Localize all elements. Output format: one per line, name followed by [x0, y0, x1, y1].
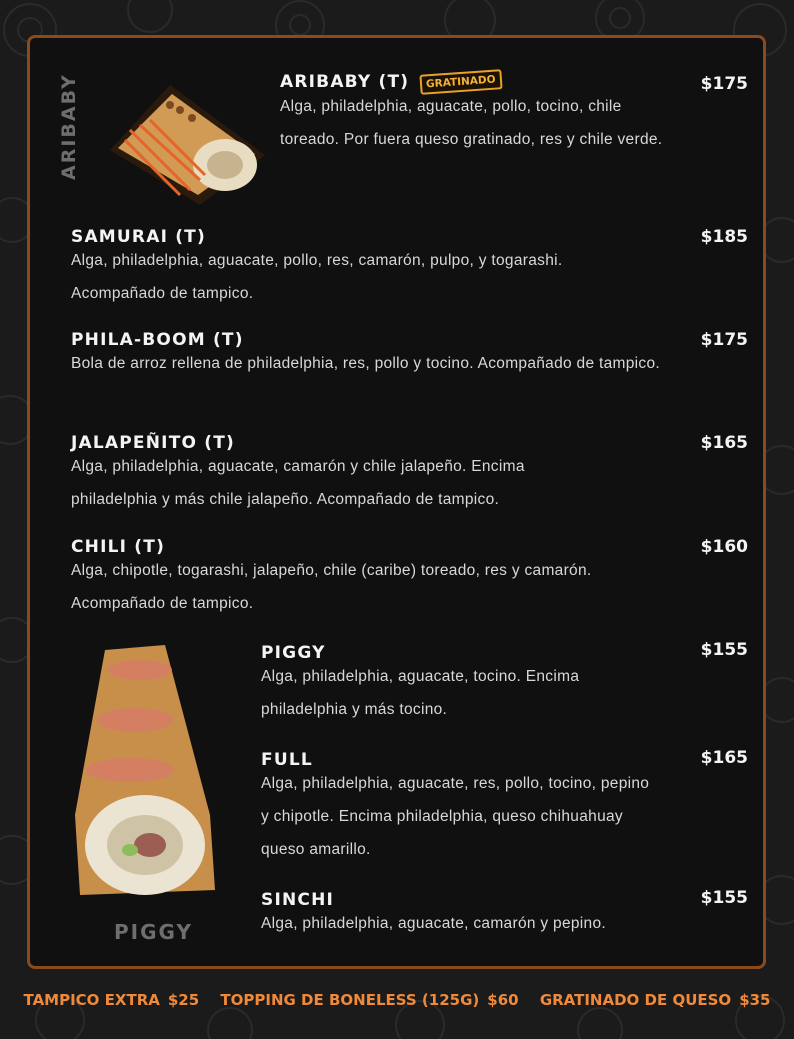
extras-footer	[0, 991, 794, 1009]
item-description: Alga, chipotle, togarashi, jalapeño, chile (caribe) toreado, res y camarón. Acompañado de tampico.	[71, 562, 592, 612]
item-price: $175	[700, 330, 748, 350]
item-name: PIGGY	[261, 643, 326, 663]
menu-item-phila-boom	[71, 330, 661, 380]
item-price: $165	[700, 748, 748, 768]
extra-price: $60	[487, 991, 519, 1009]
menu-item-piggy	[261, 643, 641, 726]
item-description: Bola de arroz rellena de philadelphia, res, pollo y tocino. Acompañado de tampico.	[71, 355, 660, 372]
menu-item-full	[261, 750, 651, 866]
item-name: ARIBABY (T)	[280, 72, 410, 92]
item-price: $185	[700, 227, 748, 247]
extra-name: GRATINADO DE QUESO	[539, 991, 732, 1009]
item-name: SAMURAI (T)	[71, 227, 206, 247]
item-price: $155	[700, 888, 748, 908]
extra-name: TOPPING DE BONELESS (125G)	[220, 991, 480, 1009]
item-description: Alga, philadelphia, aguacate, pollo, res, camarón, pulpo, y togarashi. Acompañado de tampico.	[71, 252, 563, 302]
item-name: SINCHI	[261, 890, 335, 910]
extra-price: $25	[167, 991, 200, 1009]
item-price: $160	[700, 537, 748, 557]
item-description: Alga, philadelphia, aguacate, camarón y pepino.	[261, 915, 606, 932]
aribaby-side-label: ARIBABY	[58, 73, 80, 180]
item-price: $165	[700, 433, 748, 453]
item-name: JALAPEÑITO (T)	[71, 433, 235, 453]
menu-item-sinchi	[261, 890, 681, 940]
item-description: Alga, philadelphia, aguacate, res, pollo, tocino, pepino y chipotle. Encima philadelphia, queso chihuahuay queso amarillo.	[261, 775, 650, 858]
item-name: CHILI (T)	[71, 537, 166, 557]
item-description: Alga, philadelphia, aguacate, pollo, tocino, chile toreado. Por fuera queso gratinado, res y chile verde.	[280, 98, 663, 148]
menu-item-samurai	[71, 227, 631, 310]
extra-name: TAMPICO EXTRA	[23, 991, 160, 1009]
item-name: PHILA-BOOM (T)	[71, 330, 244, 350]
extra-price: $35	[739, 991, 771, 1009]
piggy-side-label: PIGGY	[114, 920, 193, 944]
item-description: Alga, philadelphia, aguacate, tocino. Encima philadelphia y más tocino.	[261, 668, 580, 718]
item-description: Alga, philadelphia, aguacate, camarón y chile jalapeño. Encima philadelphia y más chile jalapeño. Acompañado de tampico.	[71, 458, 525, 508]
gratinado-badge: GRATINADO	[420, 69, 503, 95]
piggy-roll-image	[70, 640, 220, 905]
menu-item-aribaby	[280, 72, 680, 156]
menu-item-chili	[71, 537, 671, 620]
menu-item-jalapenito	[71, 433, 591, 516]
item-price: $155	[700, 640, 748, 660]
item-price: $175	[700, 74, 748, 94]
aribaby-roll-image	[100, 80, 270, 210]
item-name: FULL	[261, 750, 313, 770]
